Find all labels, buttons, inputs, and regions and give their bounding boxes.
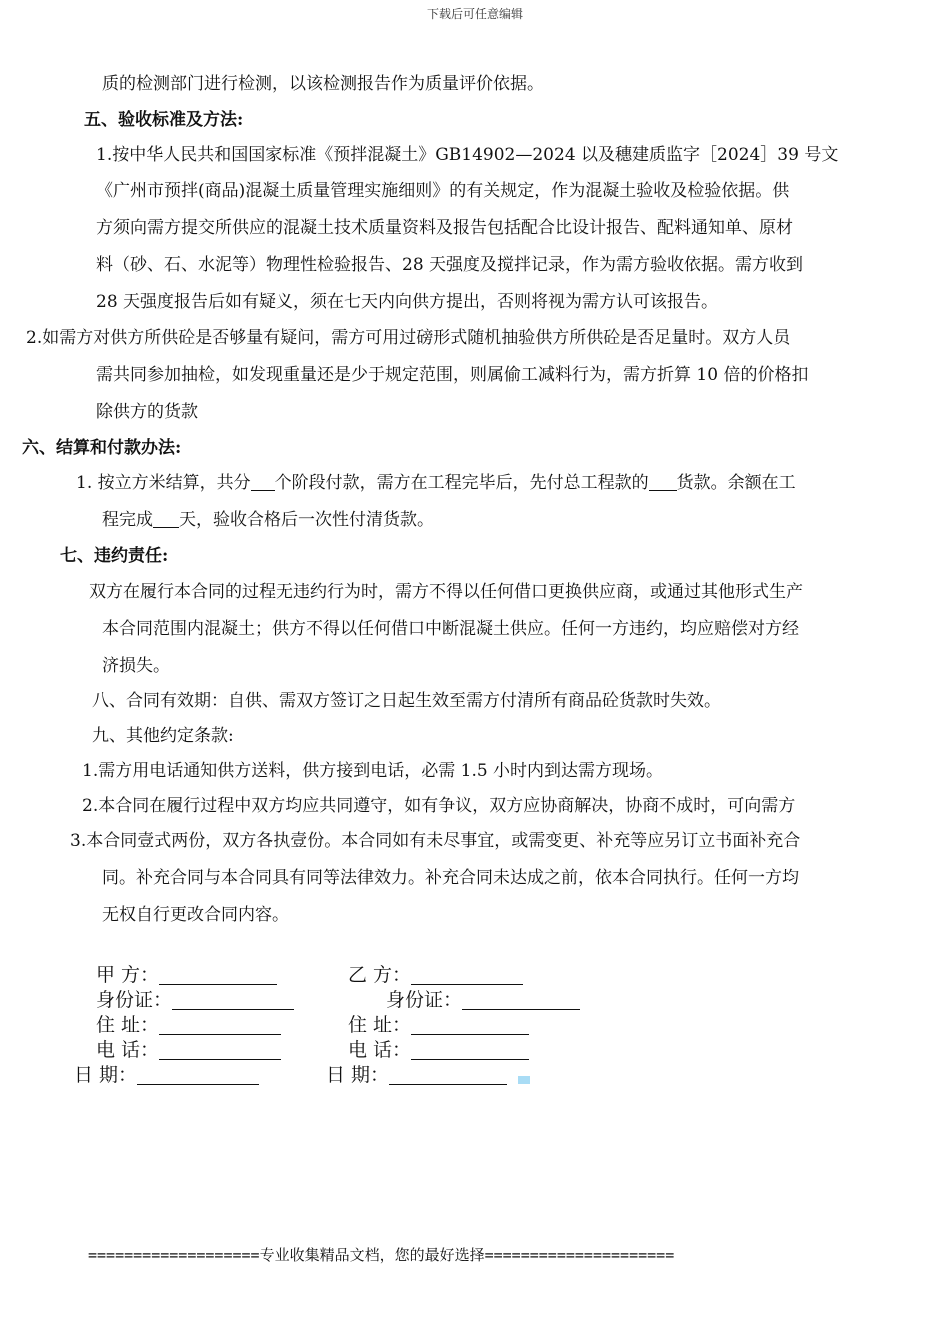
section-heading-liability: 七、违约责任: xyxy=(60,546,169,566)
party-b-label: 乙 方： xyxy=(348,964,412,986)
paragraph-line: 2.本合同在履行过程中双方均应共同遵守，如有争议，双方应协商解决，协商不成时，可向需方 xyxy=(82,796,796,816)
party-a-label: 甲 方： xyxy=(96,964,160,986)
paragraph-line: 1.按中华人民共和国国家标准《预拌混凝土》GB14902—2024 以及穗建质监字［2024］39 号文 xyxy=(96,145,839,165)
paragraph-line: 方须向需方提交所供应的混凝土技术质量资料及报告包括配合比设计报告、配料通知单、原材 xyxy=(96,218,793,238)
address-b-label: 住 址： xyxy=(348,1014,412,1036)
payment-text-1: 1. 按立方米结算，共分 xyxy=(76,473,251,493)
party-a-field xyxy=(96,963,277,987)
id-b-field xyxy=(386,988,580,1012)
id-b-label: 身份证： xyxy=(386,989,463,1011)
date-b-field xyxy=(326,1063,507,1087)
phone-a-label: 电 话： xyxy=(96,1039,160,1061)
phone-a-field xyxy=(96,1038,281,1062)
address-b-field xyxy=(348,1013,529,1037)
phone-b-field xyxy=(348,1038,529,1062)
date-a-field xyxy=(74,1063,259,1087)
paragraph-line: 质的检测部门进行检测，以该检测报告作为质量评价依据。 xyxy=(102,74,544,94)
paragraph-line: 济损失。 xyxy=(102,656,170,676)
paragraph-line: 需共同参加抽检，如发现重量还是少于规定范围，则属偷工减料行为，需方折算 10 倍的价格扣 xyxy=(96,365,809,385)
id-b-blank xyxy=(462,989,580,1010)
payment-text-3: 货款。余额在工 xyxy=(676,473,796,493)
address-a-label: 住 址： xyxy=(96,1014,160,1036)
paragraph-line: 同。补充合同与本合同具有同等法律效力。补充合同未达成之前，依本合同执行。任何一方均 xyxy=(102,868,799,888)
section-heading-payment: 六、结算和付款办法: xyxy=(22,438,182,458)
paragraph-line: 本合同范围内混凝土；供方不得以任何借口中断混凝土供应。任何一方违约，均应赔偿对方经 xyxy=(102,619,799,639)
paragraph-line: 3.本合同壹式两份，双方各执壹份。本合同如有未尽事宜，或需变更、补充等应另订立书面补充合 xyxy=(70,831,801,851)
phone-a-blank xyxy=(159,1039,281,1060)
address-b-blank xyxy=(411,1014,529,1035)
payment-text-5: 天，验收合格后一次性付清货款。 xyxy=(179,510,434,530)
paragraph-line: 1.需方用电话通知供方送料，供方接到电话，必需 1.5 小时内到达需方现场。 xyxy=(82,761,664,781)
paragraph-line: 双方在履行本合同的过程无违约行为时，需方不得以任何借口更换供应商，或通过其他形式生产 xyxy=(89,582,803,602)
paragraph-line: 八、合同有效期：自供、需双方签订之日起生效至需方付清所有商品砼货款时失效。 xyxy=(92,691,721,711)
blank-days xyxy=(153,510,179,528)
party-a-blank xyxy=(159,964,277,985)
paragraph-line: 料（砂、石、水泥等）物理性检验报告、28 天强度及搅拌记录，作为需方验收依据。需方收到 xyxy=(96,255,804,275)
blank-payment-percent xyxy=(649,473,677,491)
selection-highlight-mark xyxy=(518,1076,530,1084)
date-a-label: 日 期： xyxy=(74,1064,138,1086)
phone-b-label: 电 话： xyxy=(348,1039,412,1061)
payment-terms-line xyxy=(76,471,796,495)
paragraph-line: 2.如需方对供方所供砼是否够量有疑问，需方可用过磅形式随机抽验供方所供砼是否足量时。双方人员 xyxy=(26,328,791,348)
address-a-field xyxy=(96,1013,281,1037)
blank-stage-count xyxy=(251,473,275,491)
paragraph-line: 《广州市预拌(商品)混凝土质量管理实施细则》的有关规定，作为混凝土验收及检验依据。供 xyxy=(96,181,790,201)
payment-text-2: 个阶段付款，需方在工程完毕后，先付总工程款的 xyxy=(274,473,649,493)
paragraph-line: 九、其他约定条款: xyxy=(92,726,234,746)
id-a-label: 身份证： xyxy=(96,989,173,1011)
date-b-label: 日 期： xyxy=(326,1064,390,1086)
id-a-blank xyxy=(172,989,294,1010)
payment-text-4: 程完成 xyxy=(102,510,153,530)
id-a-field xyxy=(96,988,294,1012)
date-b-blank xyxy=(389,1064,507,1085)
payment-terms-line xyxy=(102,508,434,532)
section-heading-acceptance: 五、验收标准及方法: xyxy=(84,110,244,130)
date-a-blank xyxy=(137,1064,259,1085)
phone-b-blank xyxy=(411,1039,529,1060)
paragraph-line: 无权自行更改合同内容。 xyxy=(102,905,289,925)
paragraph-line: 28 天强度报告后如有疑义，须在七天内向供方提出，否则将视为需方认可该报告。 xyxy=(96,292,719,312)
party-b-blank xyxy=(411,964,523,985)
party-b-field xyxy=(348,963,523,987)
address-a-blank xyxy=(159,1014,281,1035)
page-header: 下载后可任意编辑 xyxy=(426,7,523,21)
paragraph-line: 除供方的货款 xyxy=(96,402,198,422)
page-footer: ===================专业收集精品文档，您的最好选择===================== xyxy=(88,1246,675,1264)
